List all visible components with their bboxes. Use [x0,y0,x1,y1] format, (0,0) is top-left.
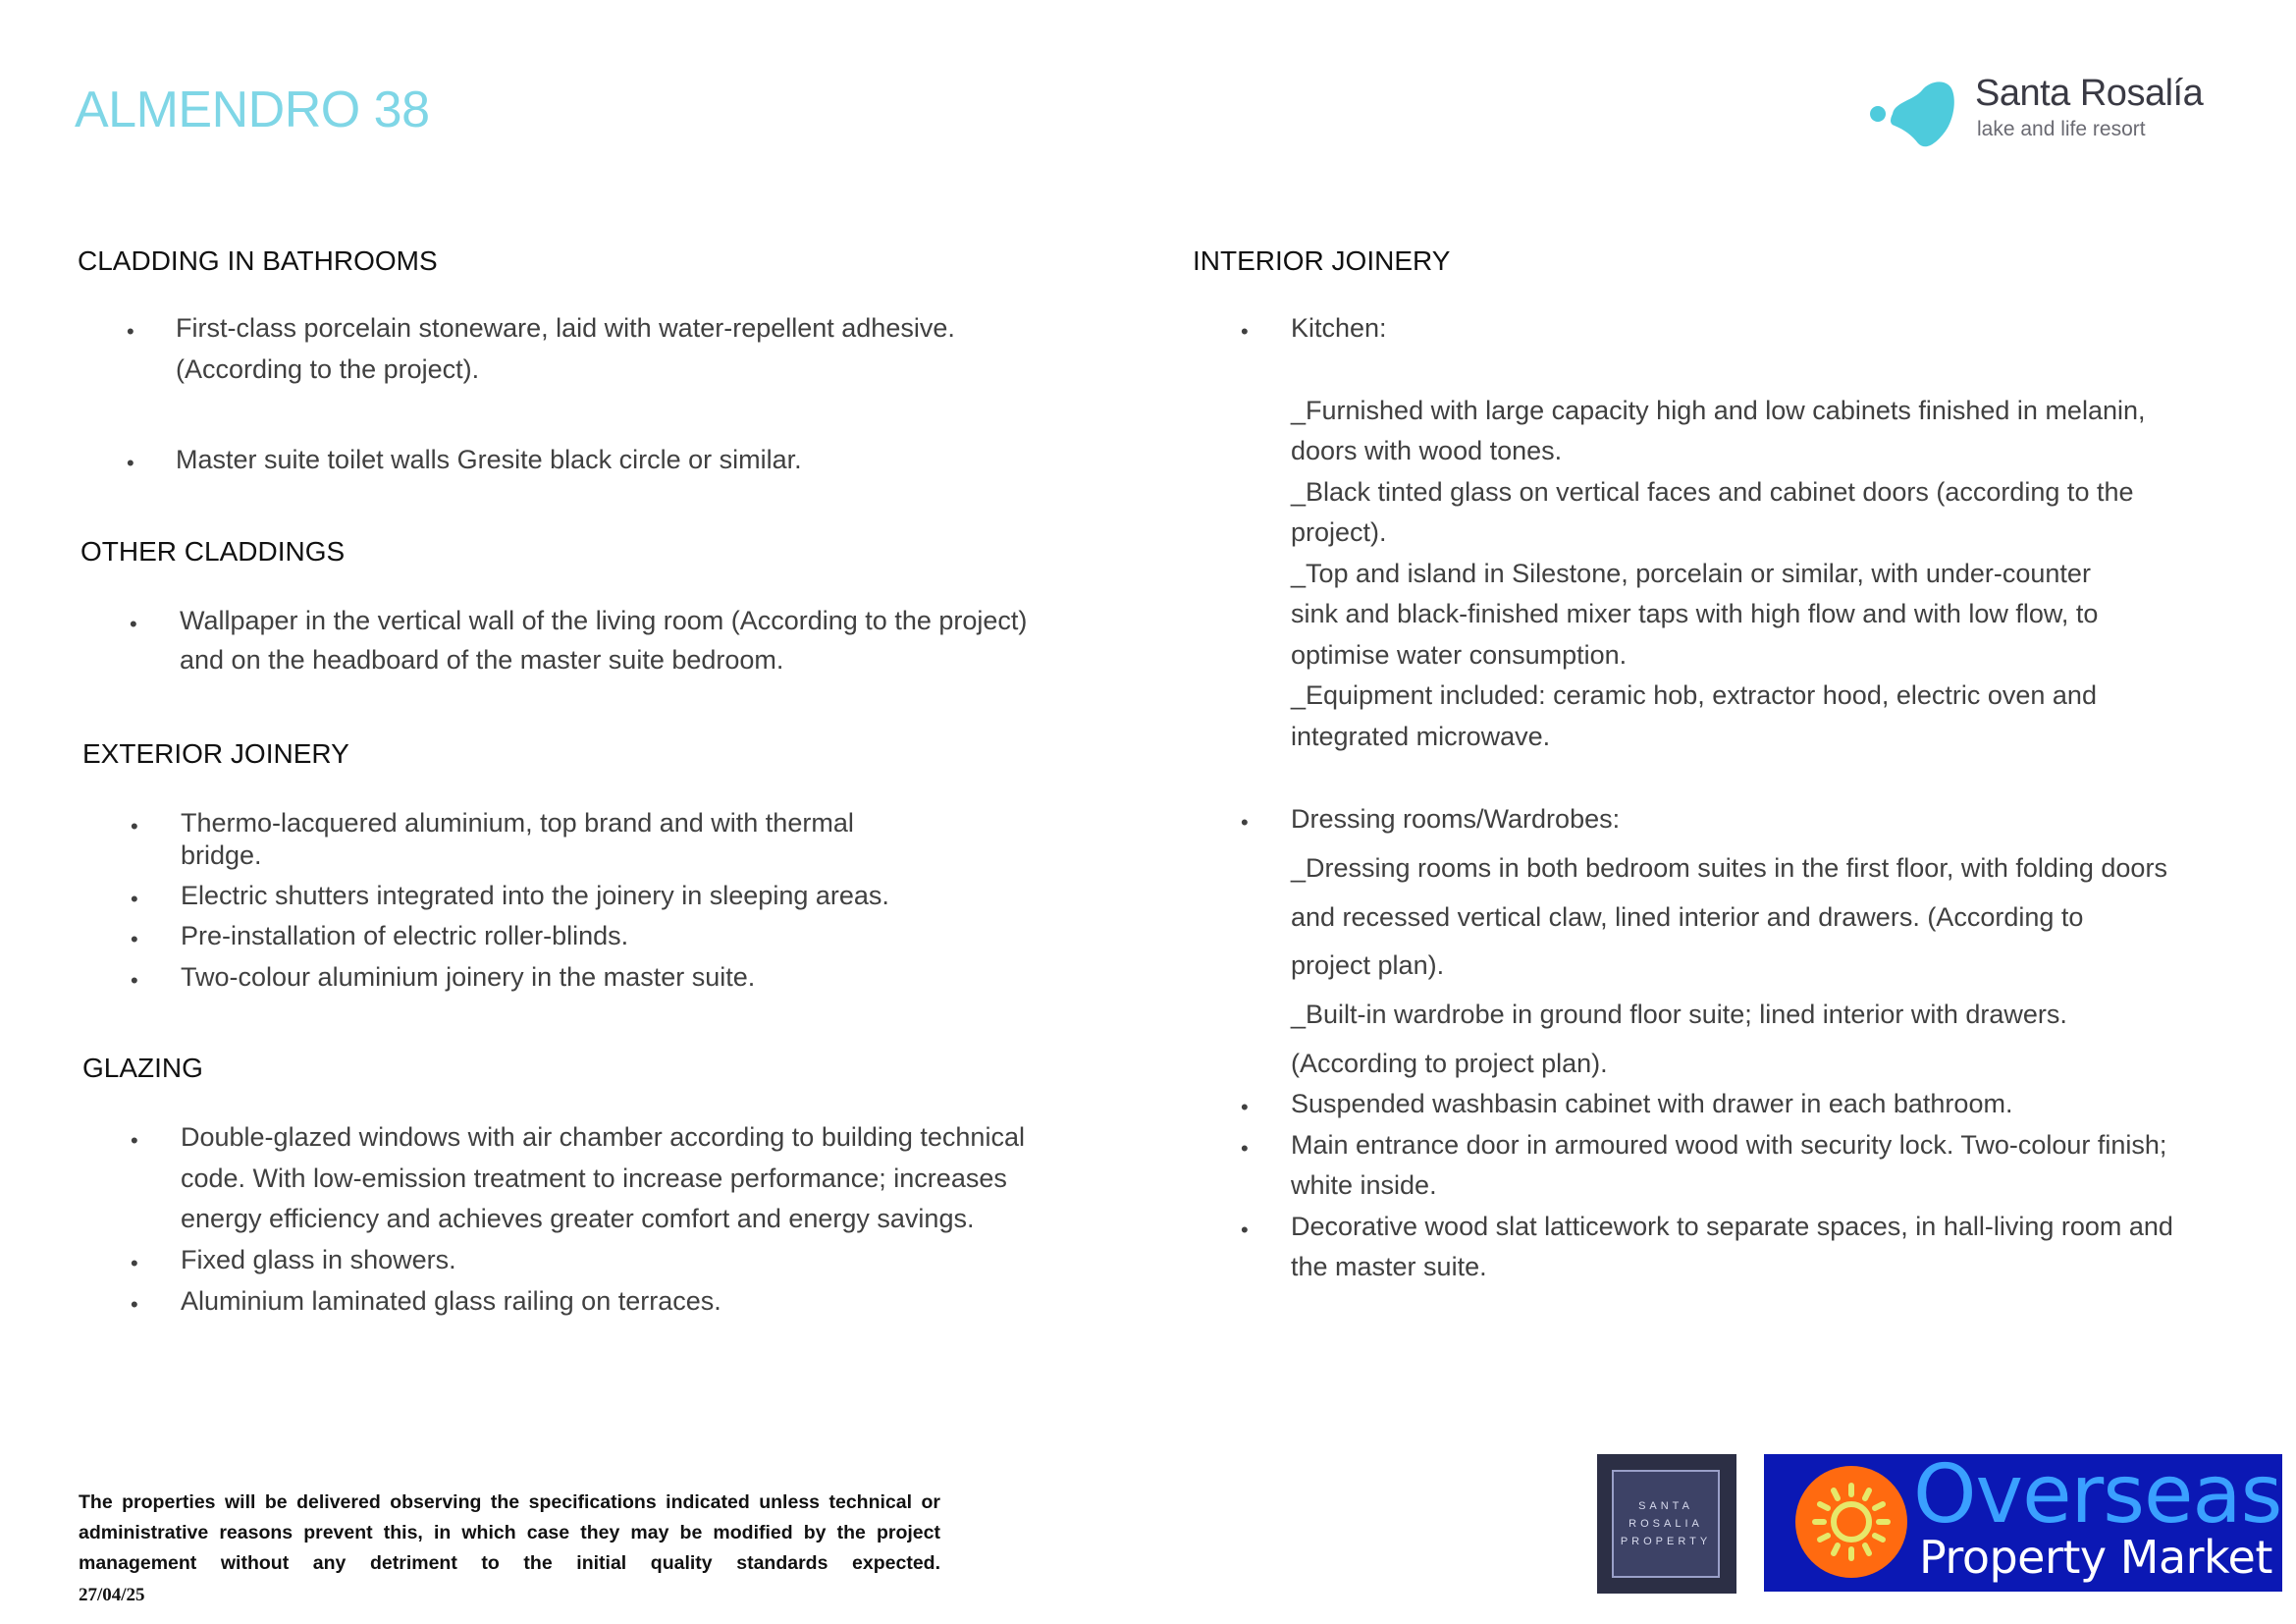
list-item-line: white inside. [1291,1170,1437,1200]
list-item-line: Wallpaper in the vertical wall of the living room (According to the project) [180,606,1028,635]
bullet-icon [1241,1218,1249,1243]
kitchen-line: integrated microwave. [1291,722,1551,751]
dressing-label: Dressing rooms/Wardrobes: [1291,804,1621,834]
kitchen-line: _Equipment included: ceramic hob, extractor hood, electric oven and [1291,680,2097,710]
brand-tagline: lake and life resort [1977,118,2146,140]
bullet-icon [131,968,138,994]
heading-glazing: GLAZING [82,1053,203,1083]
sun-badge [1795,1466,1907,1578]
heading-other-claddings: OTHER CLADDINGS [80,536,346,567]
kitchen-line: doors with wood tones. [1291,436,1563,465]
bullet-icon [131,1128,138,1154]
bullet-icon [127,451,134,476]
list-item-line: energy efficiency and achieves greater comfort and energy savings. [181,1204,975,1233]
dressing-line: project plan). [1291,950,1445,980]
kitchen-line: _Top and island in Silestone, porcelain or similar, with under-counter [1291,559,2091,588]
kitchen-line: _Black tinted glass on vertical faces and cabinet doors (according to the [1291,477,2134,507]
bullet-icon [1241,319,1249,345]
bullet-icon [1241,1136,1249,1162]
heading-exterior-joinery: EXTERIOR JOINERY [82,738,349,769]
overseas-wordmark: Overseas [1913,1448,2282,1542]
logo-text: PROPERTY [1620,1536,1712,1547]
list-item-line: First-class porcelain stoneware, laid with water-repellent adhesive. [176,313,955,343]
bullet-icon [131,814,138,839]
dressing-line: (According to project plan). [1291,1049,1608,1078]
property-market-wordmark: Property Market [1919,1531,2272,1584]
list-item-line: Decorative wood slat latticework to separate spaces, in hall-living room and [1291,1212,2173,1241]
bullet-icon [131,927,138,952]
page-title: ALMENDRO 38 [75,81,430,138]
brand-name: Santa Rosalía [1975,73,2204,114]
list-item-line: Suspended washbasin cabinet with drawer in each bathroom. [1291,1089,2013,1118]
dressing-line: and recessed vertical claw, lined interior and drawers. (According to [1291,902,2084,932]
bullet-icon [131,1251,138,1276]
logo-frame [1612,1470,1720,1578]
santa-rosalia-property-logo [1597,1454,1736,1594]
bullet-icon [1241,1095,1249,1120]
heading-cladding-bathrooms: CLADDING IN BATHROOMS [78,245,438,276]
list-item-line: Pre-installation of electric roller-blinds. [181,921,629,950]
list-item-line: the master suite. [1291,1252,1487,1281]
santa-rosalia-logo [1865,71,2218,159]
list-item-line: code. With low-emission treatment to increase performance; increases [181,1164,1007,1193]
list-item-line: Double-glazed windows with air chamber according to building technical [181,1122,1025,1152]
disclaimer-text: The properties will be delivered observing the specifications indicated unless technical or administrative reasons prevent this, in which case they may be modified by the project management without any detriment to the initial quality standards expected. [79,1491,940,1574]
kitchen-line: project). [1291,517,1387,547]
list-item-line: Main entrance door in armoured wood with security lock. Two-colour finish; [1291,1130,2167,1160]
document-date: 27/04/25 [79,1585,145,1605]
bullet-icon [130,612,137,637]
kitchen-line: sink and black-finished mixer taps with high flow and with low flow, to [1291,599,2099,628]
dressing-line: _Built-in wardrobe in ground floor suite; lined interior with drawers. [1291,1000,2067,1029]
list-item-line: and on the headboard of the master suite bedroom. [180,645,784,675]
dressing-line: _Dressing rooms in both bedroom suites in the first floor, with folding doors [1291,853,2167,883]
bullet-icon [131,1292,138,1318]
bullet-icon [131,887,138,912]
kitchen-label: Kitchen: [1291,313,1387,343]
logo-text: SANTA [1638,1500,1693,1512]
overseas-property-market-logo [1764,1448,2282,1592]
list-item-line: Electric shutters integrated into the joinery in sleeping areas. [181,881,889,910]
list-item-line: Two-colour aluminium joinery in the master suite. [181,962,756,992]
kitchen-line: _Furnished with large capacity high and low cabinets finished in melanin, [1291,396,2146,425]
bullet-icon [127,319,134,345]
list-item-line: Thermo-lacquered aluminium, top brand and with thermal [181,808,854,838]
blob-logo-icon [1865,75,1963,153]
kitchen-line: optimise water consumption. [1291,640,1628,670]
bullet-icon [1241,810,1249,836]
sun-icon [1795,1466,1907,1578]
logo-text: ROSALIA [1629,1518,1703,1530]
list-item-line: Master suite toilet walls Gresite black circle or similar. [176,445,802,474]
list-item-line: bridge. [181,840,262,870]
heading-interior-joinery: INTERIOR JOINERY [1193,245,1451,276]
list-item-line: Fixed glass in showers. [181,1245,456,1274]
list-item-line: (According to the project). [176,354,480,384]
list-item-line: Aluminium laminated glass railing on terraces. [181,1286,721,1316]
